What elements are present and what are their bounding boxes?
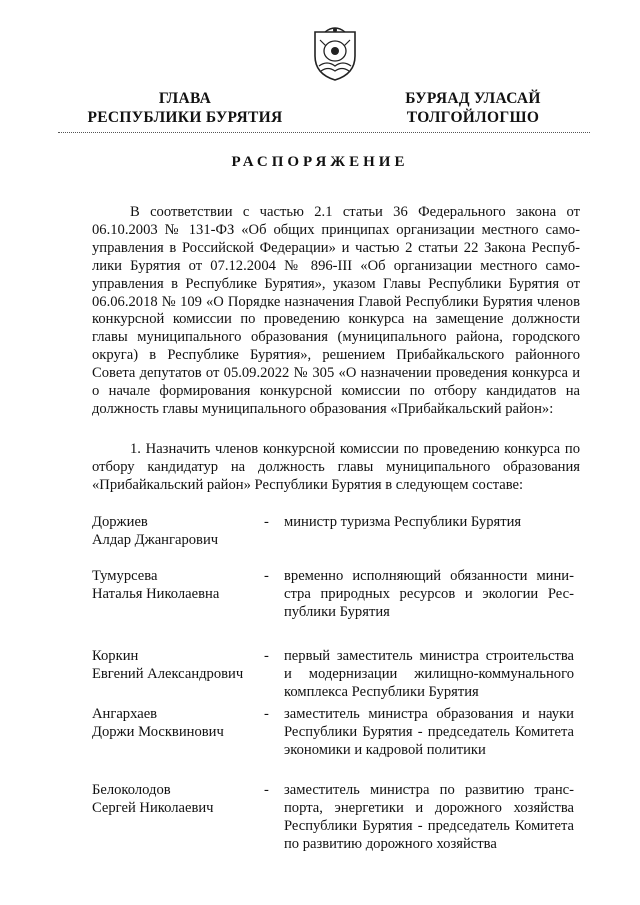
member-name [92, 514, 262, 550]
coat-of-arms-emblem [310, 26, 360, 82]
member-name [92, 568, 262, 604]
member-name [92, 648, 262, 684]
member-given-names: Наталья Николаевна [92, 585, 220, 602]
member-position: заместитель министра образования и науки Республики Бурятия - председатель Комитета экономики и кадровой политики [284, 706, 574, 758]
member-given-names: Сергей Николаевич [92, 799, 214, 816]
member-dash: - [264, 514, 269, 530]
member-given-names: Доржи Москвинович [92, 723, 224, 740]
member-surname: Коркин [92, 648, 139, 664]
member-surname: Доржиев [92, 514, 148, 530]
member-dash: - [264, 568, 269, 584]
header-left-line1: ГЛАВА [158, 90, 212, 107]
member-surname: Ангархаев [92, 706, 158, 722]
header-divider [58, 132, 590, 133]
header-right-line2: ТОЛГОЙЛОГШО [406, 109, 540, 126]
header-left [80, 89, 290, 127]
member-dash: - [264, 706, 269, 722]
member-given-names: Алдар Джангарович [92, 531, 219, 548]
member-given-names: Евгений Александрович [92, 665, 244, 682]
member-name [92, 706, 262, 742]
member-position: первый заместитель министра строительства и модернизации жилищно-коммунального комплекса Республики Бурятия [284, 648, 574, 700]
member-dash: - [264, 648, 269, 664]
header-right [378, 89, 568, 127]
member-position: заместитель министра по развитию транспорта, энергетики и дорожного хозяйства Республики Бурятия - председатель Комитета по развитию дорожного хозяйства [284, 782, 574, 852]
document-title: РАСПОРЯЖЕНИЕ [231, 154, 409, 170]
member-position: министр туризма Республики Бурятия [284, 514, 522, 530]
header-left-line2: РЕСПУБЛИКИ БУРЯТИЯ [87, 109, 283, 126]
member-surname: Белоколодов [92, 782, 171, 798]
preamble-paragraph: В соответствии с частью 2.1 статьи 36 Федерального закона от 06.10.2003 № 131-ФЗ «Об общих принципах организации местного самоуправления в Российской Федерации» и частью 2 статьи 22 Закона Республики Бурятия от 07.12.2004 № 896-III «Об организации местного самоуправления в Республике Бурятия», указом Главы Республики Бурятия от 06.06.2018 № 109 «О Порядке назначения Главой Республики Бурятия членов конкурсной комиссии по проведению конкурса на замещение должности главы муниципального образования (муниципального района, городского округа) в Республике Бурятия», решением Прибайкальского районного Совета депутатов от 05.09.2022 № 305 «О назначении проведения конкурса и о начале формирования конкурсной комиссии по отбору кандидатов на должность главы муниципального образования «Прибайкальский район»: [92, 204, 580, 417]
member-dash: - [264, 782, 269, 798]
member-position: временно исполняющий обязанности министра природных ресурсов и экологии Республики Бурятия [284, 568, 574, 620]
member-name [92, 782, 262, 818]
member-surname: Тумурсева [92, 568, 158, 584]
order-paragraph: 1. Назначить членов конкурсной комиссии по проведению конкурса по отбору кандидатур на должность главы муниципального образования «Прибайкальский район» Республики Бурятия в следующем составе: [92, 441, 580, 493]
header-right-line1: БУРЯАД УЛАСАЙ [405, 90, 541, 107]
